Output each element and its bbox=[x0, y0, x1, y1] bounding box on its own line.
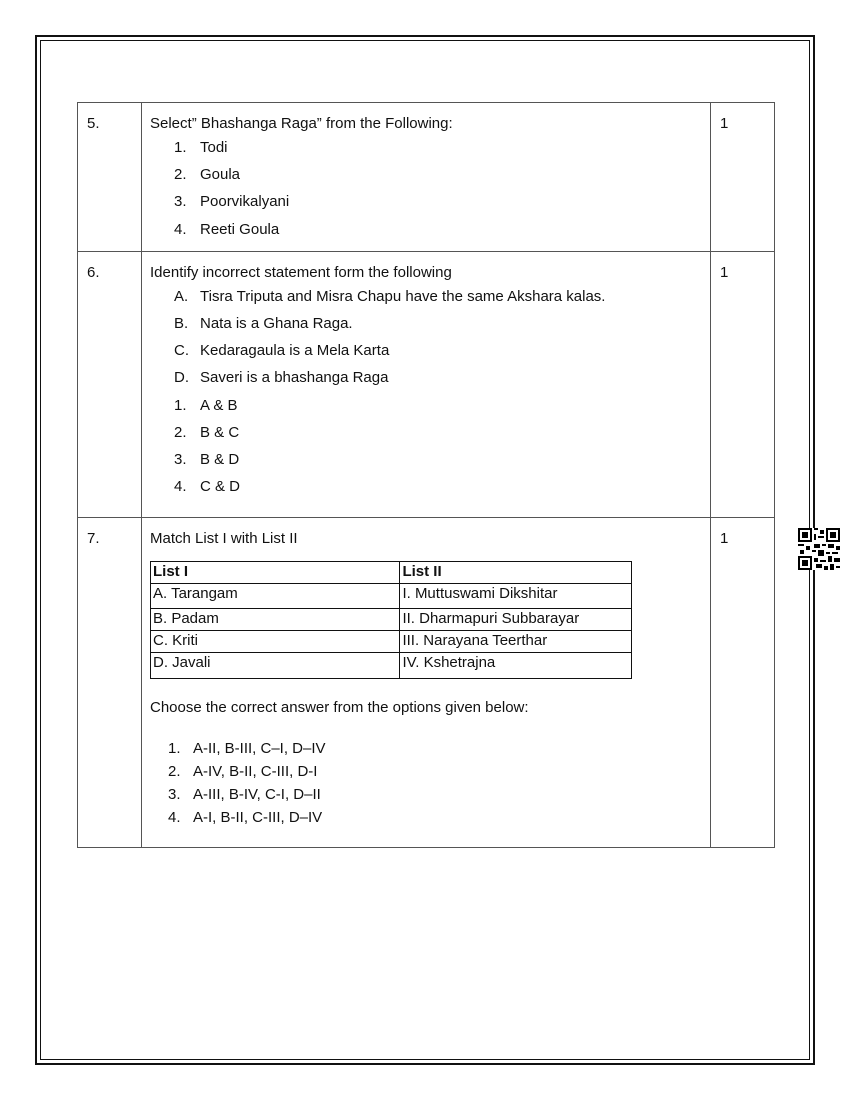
option-text: A-III, B-IV, C-I, D–II bbox=[193, 785, 321, 803]
option-label: 1. bbox=[174, 396, 187, 414]
match-table-cell: B. Padam bbox=[151, 608, 400, 630]
question-body bbox=[142, 517, 711, 847]
statement-text: Tisra Triputa and Misra Chapu have the same Akshara kalas. bbox=[200, 287, 606, 305]
option-text: A-I, B-II, C-III, D–IV bbox=[193, 808, 323, 826]
statement-text: Saveri is a bhashanga Raga bbox=[200, 369, 389, 387]
question-number: 6. bbox=[78, 251, 142, 517]
match-table-row bbox=[151, 608, 632, 630]
option-item bbox=[174, 446, 702, 473]
option-item bbox=[168, 783, 702, 806]
option-label: 2. bbox=[174, 423, 187, 441]
option-text: A-II, B-III, C–I, D–IV bbox=[193, 739, 326, 757]
statement-item bbox=[174, 364, 702, 391]
option-text: A-IV, B-II, C-III, D-I bbox=[193, 762, 318, 780]
question-text: Identify incorrect statement form the following bbox=[150, 263, 452, 281]
statement-item bbox=[174, 310, 702, 337]
option-label: 3. bbox=[174, 450, 187, 468]
match-table bbox=[150, 561, 632, 679]
question-row bbox=[78, 251, 775, 517]
option-label: 3. bbox=[168, 785, 181, 803]
match-table-header-cell: List I bbox=[151, 561, 400, 583]
match-table-cell: III. Narayana Teerthar bbox=[400, 630, 632, 652]
question-marks: 1 bbox=[711, 517, 775, 847]
option-text: C & D bbox=[200, 478, 241, 496]
match-table-cell: C. Kriti bbox=[151, 630, 400, 652]
option-text: Reeti Goula bbox=[200, 220, 280, 238]
statement-text: Kedaragaula is a Mela Karta bbox=[200, 342, 390, 360]
match-table-header bbox=[151, 561, 632, 583]
option-text: A & B bbox=[200, 396, 238, 414]
question-text: Select” Bhashanga Raga” from the Following: bbox=[150, 115, 453, 132]
option-item bbox=[174, 473, 702, 500]
question-number: 7. bbox=[78, 517, 142, 847]
statement-label: D. bbox=[174, 369, 189, 387]
qr-code-icon bbox=[798, 528, 840, 570]
question-row bbox=[78, 103, 775, 252]
option-item bbox=[168, 737, 702, 760]
match-table-row bbox=[151, 583, 632, 608]
option-label: 4. bbox=[174, 220, 187, 238]
statement-label: B. bbox=[174, 315, 189, 333]
question-body bbox=[142, 103, 711, 252]
match-table-row bbox=[151, 652, 632, 678]
statement-label: C. bbox=[174, 342, 189, 360]
option-label: 1. bbox=[168, 739, 181, 757]
match-table-header-cell: List II bbox=[400, 561, 632, 583]
option-text: B & D bbox=[200, 450, 240, 468]
statement-label: A. bbox=[174, 287, 189, 305]
option-text: B & C bbox=[200, 423, 240, 441]
choose-instruction: Choose the correct answer from the options given below: bbox=[150, 698, 529, 716]
question-row bbox=[78, 517, 775, 847]
option-label: 4. bbox=[168, 808, 181, 826]
match-table-cell: II. Dharmapuri Subbarayar bbox=[400, 608, 632, 630]
question-number: 5. bbox=[78, 103, 142, 252]
option-label: 3. bbox=[174, 193, 187, 211]
questions-table bbox=[77, 102, 775, 848]
option-label: 1. bbox=[174, 139, 187, 157]
option-text: Todi bbox=[200, 139, 228, 157]
option-item bbox=[174, 419, 702, 446]
option-label: 2. bbox=[168, 762, 181, 780]
option-item bbox=[174, 188, 702, 215]
match-table-cell: IV. Kshetrajna bbox=[400, 652, 632, 678]
option-item bbox=[174, 161, 702, 188]
option-item bbox=[174, 392, 702, 419]
option-label: 2. bbox=[174, 166, 187, 184]
match-table-cell: I. Muttuswami Dikshitar bbox=[400, 583, 632, 608]
question-text: Match List I with List II bbox=[150, 529, 298, 547]
match-table-cell: D. Javali bbox=[151, 652, 400, 678]
option-item bbox=[168, 760, 702, 783]
statement-item bbox=[174, 337, 702, 364]
match-table-row bbox=[151, 630, 632, 652]
option-text: Goula bbox=[200, 166, 241, 184]
match-table-cell: A. Tarangam bbox=[151, 583, 400, 608]
option-text: Poorvikalyani bbox=[200, 193, 290, 211]
option-item bbox=[174, 216, 702, 243]
option-item bbox=[174, 134, 702, 161]
option-item bbox=[168, 806, 702, 829]
question-body bbox=[142, 251, 711, 517]
question-marks: 1 bbox=[711, 103, 775, 252]
option-label: 4. bbox=[174, 478, 187, 496]
statement-item bbox=[174, 283, 702, 310]
question-marks: 1 bbox=[711, 251, 775, 517]
statement-text: Nata is a Ghana Raga. bbox=[200, 315, 353, 333]
